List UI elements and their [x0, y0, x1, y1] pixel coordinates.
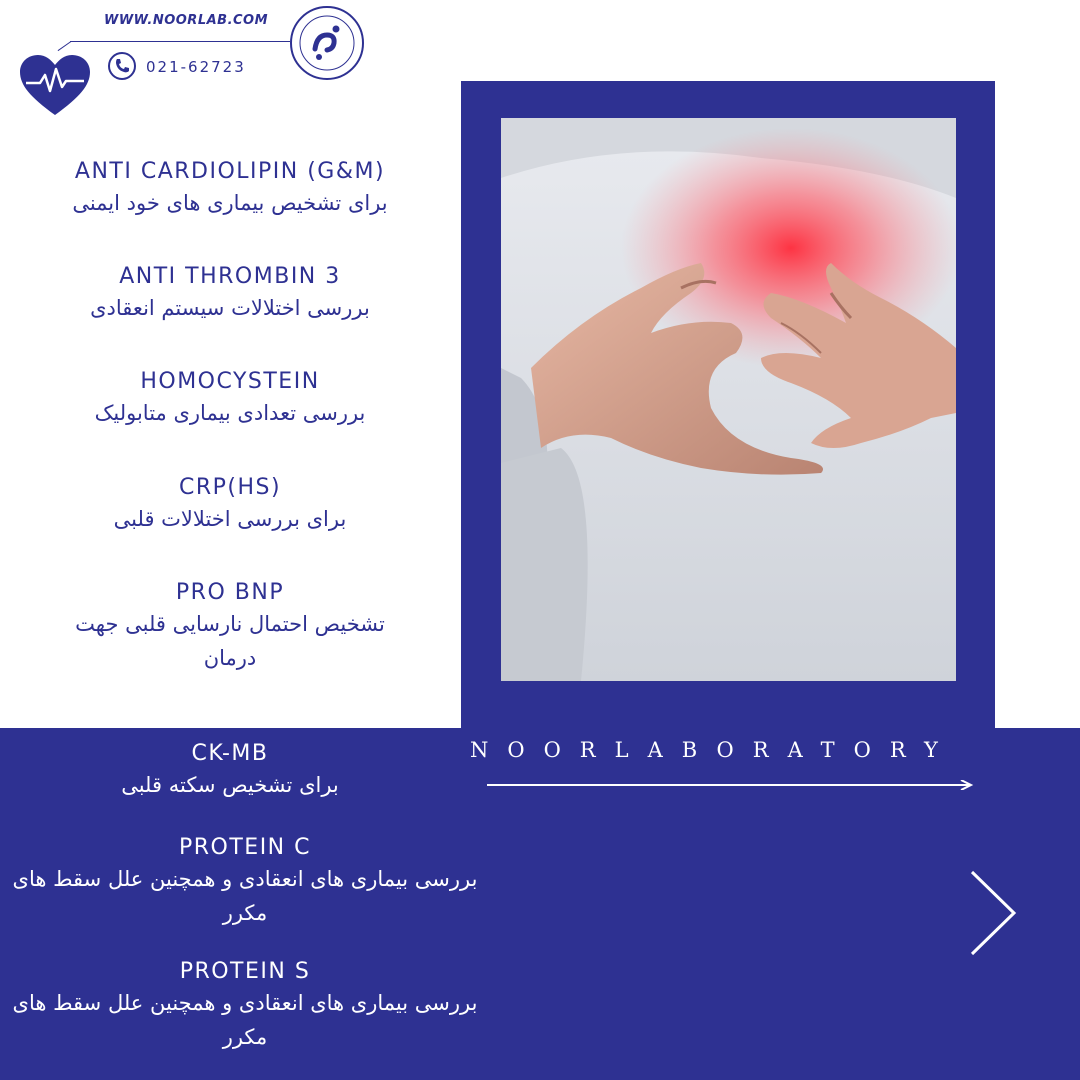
- test-description: برای تشخیص بیماری های خود ایمنی: [72, 191, 388, 215]
- test-name: PRO BNP: [175, 580, 285, 605]
- test-homocystein: [0, 368, 460, 430]
- test-description: تشخیص احتمال نارسایی قلبی جهت درمان: [75, 612, 385, 670]
- test-name: CK-MB: [191, 741, 269, 766]
- test-anti-thrombin: [0, 263, 460, 325]
- test-name: PROTEIN S: [179, 959, 311, 984]
- test-crp-hs: [0, 474, 460, 536]
- test-name: CRP(HS): [178, 475, 282, 500]
- arrow-right-icon: [487, 775, 975, 794]
- test-description: بررسی اختلالات سیستم انعقادی: [90, 296, 370, 320]
- test-anti-cardiolipin: [0, 158, 460, 220]
- test-protein-s: [10, 958, 480, 1054]
- header-divider-angle: [58, 41, 72, 51]
- test-protein-c: [10, 834, 480, 930]
- chest-pain-photo: [501, 118, 956, 681]
- test-description: بررسی بیماری های انعقادی و همچنین علل سقط های مکرر: [12, 991, 478, 1049]
- heart-pulse-icon: [20, 55, 90, 121]
- test-description: بررسی تعدادی بیماری متابولیک: [94, 401, 366, 425]
- website-link[interactable]: WWW.NOORLAB.COM: [104, 13, 269, 28]
- test-description: برای تشخیص سکته قلبی: [121, 773, 339, 797]
- phone-icon: [107, 51, 137, 85]
- test-name: ANTI THROMBIN 3: [119, 264, 341, 289]
- test-description: برای بررسی اختلالات قلبی: [113, 507, 347, 531]
- test-name: ANTI CARDIOLIPIN (G&M): [74, 159, 386, 184]
- test-name: PROTEIN C: [178, 835, 311, 860]
- lab-seal-logo: [289, 5, 365, 85]
- test-pro-bnp: [0, 579, 460, 675]
- test-name: HOMOCYSTEIN: [140, 369, 320, 394]
- header-divider: [70, 41, 290, 42]
- brand-name: NOORLABORATORY: [470, 738, 957, 762]
- test-ck-mb: [0, 740, 460, 802]
- phone-number[interactable]: 021-62723: [146, 58, 246, 76]
- chevron-right-icon[interactable]: [966, 868, 1020, 962]
- test-description: بررسی بیماری های انعقادی و همچنین علل سقط های مکرر: [12, 867, 478, 925]
